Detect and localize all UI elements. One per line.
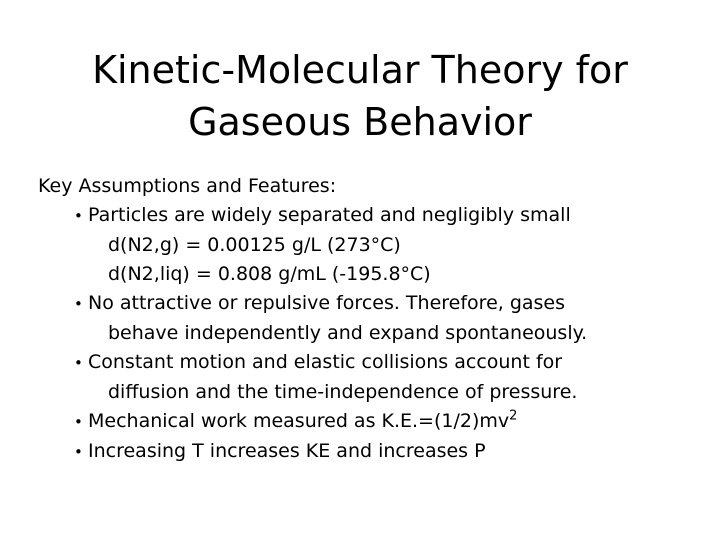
bullet-text: Increasing T increases KE and increases P bbox=[88, 440, 486, 462]
title-line-1: Kinetic-Molecular Theory for bbox=[92, 48, 628, 92]
slide-body bbox=[38, 172, 710, 467]
bullet-constant-motion bbox=[38, 348, 710, 378]
sub-item-gas-density: d(N2,g) = 0.00125 g/L (273°C) bbox=[108, 234, 401, 256]
bullet-text: Particles are widely separated and negligibly small bbox=[88, 204, 571, 226]
bullet-particles-separated bbox=[38, 201, 710, 231]
bullet-text: Constant motion and elastic collisions account for bbox=[88, 351, 563, 373]
bullet-no-forces-continued: behave independently and expand spontaneously. bbox=[108, 322, 588, 344]
bullet-mechanical-work bbox=[38, 407, 710, 437]
bullet-increasing-temperature bbox=[38, 437, 710, 467]
title-line-2: Gaseous Behavior bbox=[188, 100, 532, 144]
slide-title bbox=[20, 44, 700, 148]
exponent: 2 bbox=[509, 408, 518, 424]
bullet-constant-motion-continued: diffusion and the time-independence of pressure. bbox=[108, 381, 578, 403]
sub-item-liquid-density: d(N2,liq) = 0.808 g/mL (-195.8°C) bbox=[108, 263, 431, 285]
bullet-no-forces bbox=[38, 289, 710, 319]
bullet-text: No attractive or repulsive forces. Therefore, gases bbox=[88, 292, 566, 314]
section-heading: Key Assumptions and Features: bbox=[38, 175, 337, 197]
bullet-text: Mechanical work measured as K.E.=(1/2)mv bbox=[88, 410, 510, 432]
